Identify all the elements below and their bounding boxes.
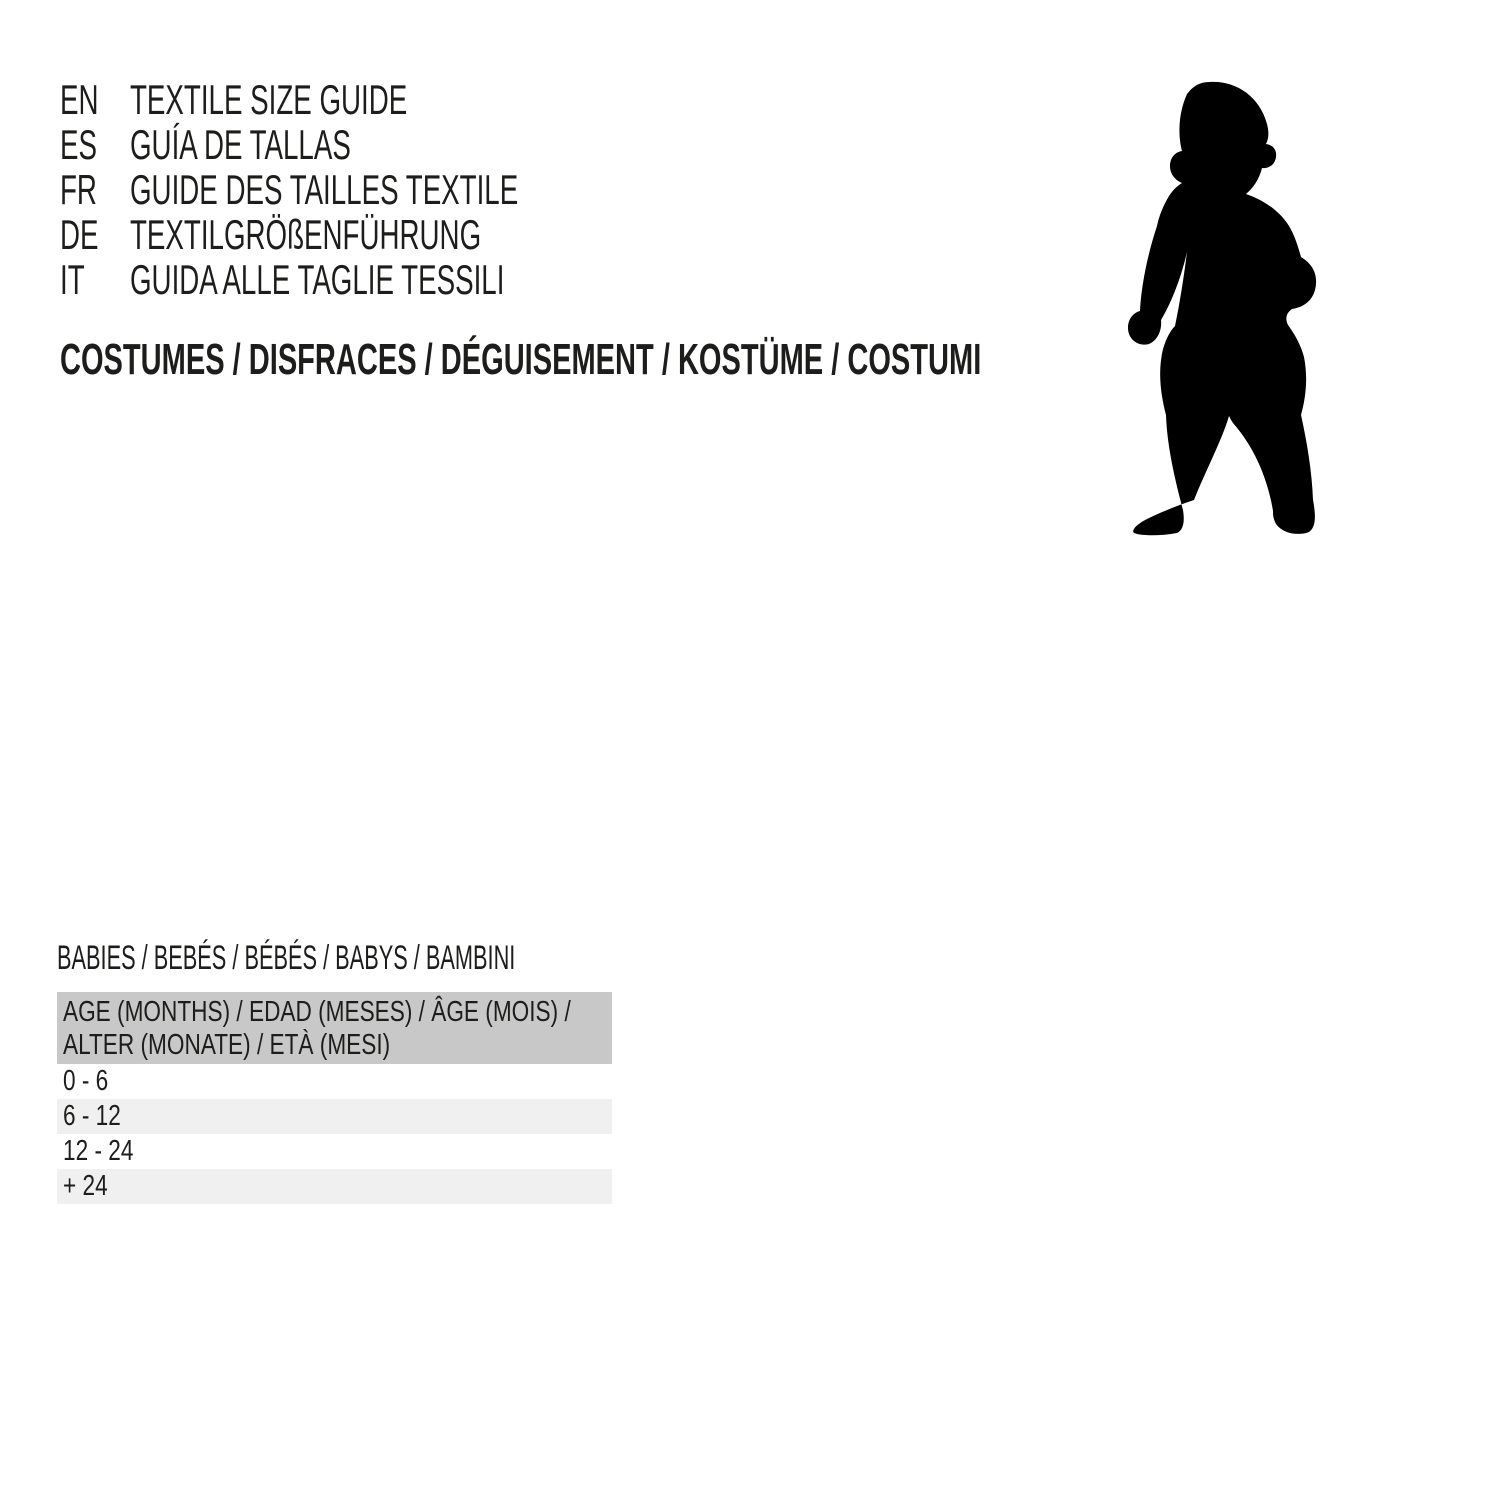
age-header-text-2: ALTER (MONATE) / ETÀ (MESI) — [63, 1029, 391, 1061]
age-range-value: + 24 — [63, 1170, 108, 1202]
babies-section-title — [57, 941, 773, 975]
babies-section-title-text: BABIES / BEBÉS / BÉBÉS / BABYS / BAMBINI — [57, 939, 516, 977]
baby-toddler-silhouette-icon — [1125, 80, 1320, 540]
age-table-header-line-1 — [63, 996, 612, 1029]
language-code: IT — [60, 256, 85, 303]
age-range-value: 0 - 6 — [63, 1065, 109, 1097]
language-label: GUIDA ALLE TAGLIE TESSILI — [130, 256, 505, 303]
age-range-value: 6 - 12 — [63, 1100, 121, 1132]
age-table-header — [57, 992, 612, 1064]
age-table-row — [57, 1134, 612, 1169]
language-label: GUÍA DE TALLAS — [130, 121, 351, 168]
age-table-row — [57, 1099, 612, 1134]
age-header-text-1: AGE (MONTHS) / EDAD (MESES) / ÂGE (MOIS) / — [63, 996, 571, 1028]
language-code: EN — [60, 76, 99, 123]
language-label: GUIDE DES TAILLES TEXTILE — [130, 166, 519, 213]
age-table-row — [57, 1169, 612, 1204]
category-title-text: COSTUMES / DISFRACES / DÉGUISEMENT / KOSTÜME / COSTUMI — [60, 335, 982, 384]
language-label: TEXTILE SIZE GUIDE — [130, 76, 408, 123]
age-range-value: 12 - 24 — [63, 1135, 134, 1167]
language-label: TEXTILGRÖßENFÜHRUNG — [130, 211, 482, 258]
language-code: ES — [60, 121, 97, 168]
age-table-row — [57, 1064, 612, 1099]
language-code: DE — [60, 211, 99, 258]
babies-age-table — [57, 992, 612, 1204]
language-code: FR — [60, 166, 97, 213]
baby-silhouette-path — [1128, 82, 1316, 535]
age-table-header-line-2 — [63, 1029, 612, 1062]
